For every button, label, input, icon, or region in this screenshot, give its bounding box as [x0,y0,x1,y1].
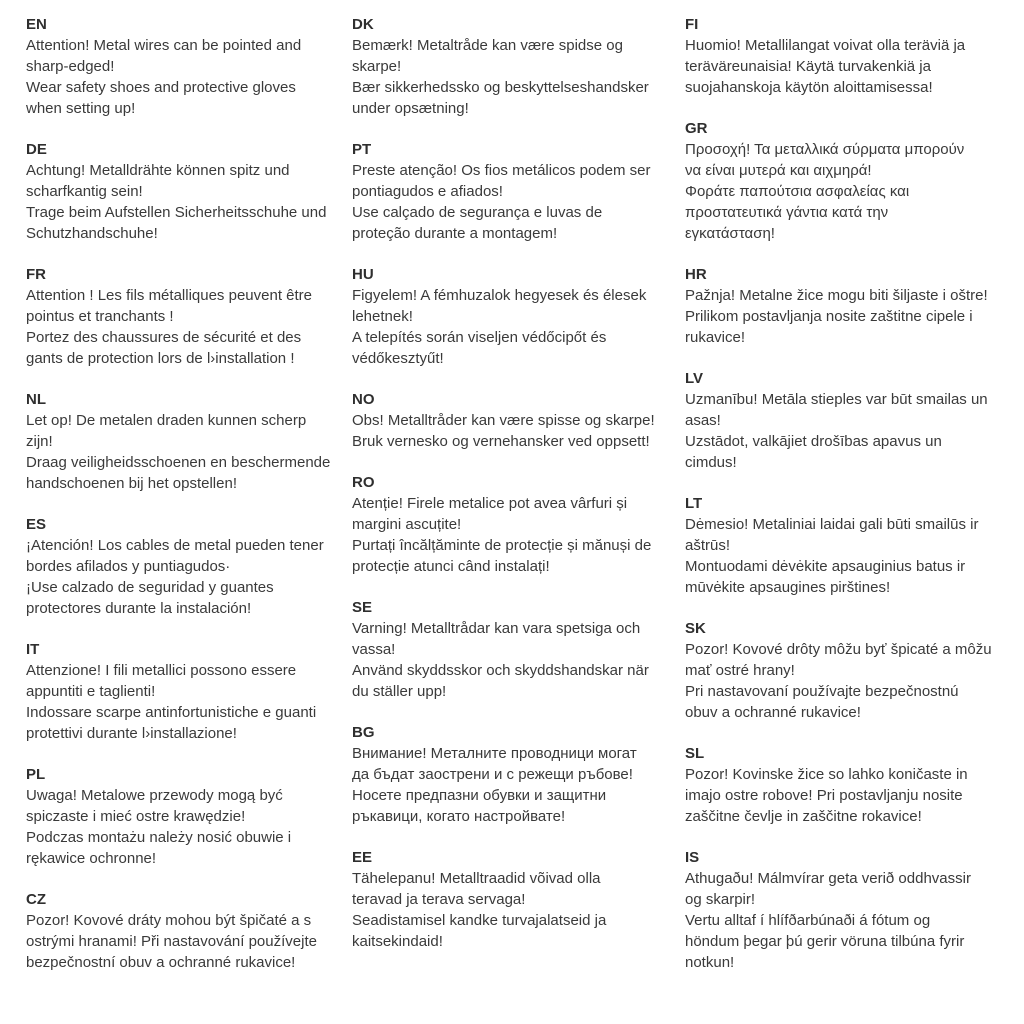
warning-section-NO [352,389,685,452]
warning-text-line: teravad ja terava servaga! [352,891,526,908]
warning-text-line: Носете предпазни обувки и защитни [352,787,607,804]
warning-text-line: védőkesztyűt! [352,350,444,367]
warning-text-line: lehetnek! [352,308,413,325]
warning-text-line: Pozor! Kovové drôty môžu byť špicaté a môžu [685,641,992,658]
warning-text-line: Use calçado de segurança e luvas de [352,204,603,221]
warning-text-line: Wear safety shoes and protective gloves [26,79,296,96]
language-code-label: EE [352,849,373,866]
warning-section-SL [685,743,1010,827]
warning-text-line: spiczaste i mieć ostre krawędzie! [26,808,246,825]
warning-text-line: ¡Use calzado de seguridad y guantes [26,579,274,596]
language-code-label: CZ [26,891,46,908]
warning-section-EN [26,14,352,119]
warning-text-line: du ställer upp! [352,683,447,700]
warning-text-line: margini ascuțite! [352,516,462,533]
warning-text-line: ръкавици, когато настройвате! [352,808,566,825]
warning-text-line: Montuodami dėvėkite apsauginius batus ir [685,558,966,575]
language-code-label: NO [352,391,375,408]
warning-text-line: bordes afilados y puntiagudos· [26,558,231,575]
warning-text-line: asas! [685,412,721,429]
warning-text-line: Atenție! Firele metalice pot avea vârfuri și [352,495,628,512]
language-code-label: BG [352,724,375,741]
warning-text-line: Pozor! Kovové dráty mohou být špičaté a s [26,912,312,929]
warning-text-line: Preste atenção! Os fios metálicos podem ser [352,162,651,179]
warning-text-line: mať ostré hrany! [685,662,795,679]
language-code-label: GR [685,120,708,137]
warning-text-line: scharfkantig sein! [26,183,143,200]
language-code-label: EN [26,16,47,33]
language-code-label: FI [685,16,699,33]
warning-text-line: Obs! Metalltråder kan være spisse og skarpe! [352,412,655,429]
warning-section-LT [685,493,1010,598]
warning-text-line: Vertu alltaf í hlífðarbúnaði á fótum og [685,912,931,929]
warning-text-line: höndum þegar þú gerir vöruna tilbúna fyrir [685,933,965,950]
warning-text-line: Pozor! Kovinske žice so lahko koničaste in [685,766,968,783]
warning-text-line: Prilikom postavljanja nosite zaštitne cipele i [685,308,973,325]
warning-text-line: cimdus! [685,454,737,471]
warning-text-line: ¡Atención! Los cables de metal pueden tener [26,537,324,554]
warning-text-line: Tähelepanu! Metalltraadid võivad olla [352,870,601,887]
warning-text-line: sharp-edged! [26,58,115,75]
language-code-label: SE [352,599,373,616]
warning-section-SE [352,597,685,702]
warning-text-line: Uwaga! Metalowe przewody mogą być [26,787,283,804]
warning-text-line: protectores durante la instalación! [26,600,252,617]
warning-text-line: да бъдат заострени и с режещи ръбове! [352,766,633,783]
language-code-label: DE [26,141,47,158]
warning-text-line: Pažnja! Metalne žice mogu biti šiljaste i oštre! [685,287,988,304]
warning-text-line: Draag veiligheidsschoenen en beschermende [26,454,331,471]
warning-section-PL [26,764,352,869]
warning-section-SK [685,618,1010,723]
warning-text-line: handschoenen bij het opstellen! [26,475,237,492]
warning-section-FI [685,14,1010,98]
warning-text-line: Внимание! Металните проводници могат [352,745,637,762]
warning-text-line: kaitsekindaid! [352,933,443,950]
warning-text-line: obuv a ochranné rukavice! [685,704,861,721]
warning-section-EE [352,847,685,952]
language-code-label: LT [685,495,703,512]
language-code-label: HR [685,266,707,283]
warning-section-LV [685,368,1010,473]
warning-section-IS [685,847,1010,973]
warning-text-line: rukavice! [685,329,746,346]
warning-text-line: A telepítés során viseljen védőcipőt és [352,329,607,346]
warning-text-line: Bemærk! Metaltråde kan være spidse og [352,37,623,54]
warning-text-line: Portez des chaussures de sécurité et des [26,329,302,346]
warning-section-NL [26,389,352,494]
warning-text-line: Uzmanību! Metāla stieples var būt smailas un [685,391,988,408]
warning-section-DK [352,14,685,119]
language-code-label: PL [26,766,46,783]
warning-text-line: Indossare scarpe antinfortunistiche e guanti [26,704,317,721]
warning-text-line: Let op! De metalen draden kunnen scherp [26,412,307,429]
warning-text-line: Figyelem! A fémhuzalok hegyesek és élesek [352,287,647,304]
language-code-label: IT [26,641,40,658]
language-code-label: ES [26,516,47,533]
warning-text-line: Athugaðu! Málmvírar geta verið oddhvassir [685,870,971,887]
warning-text-line: suojahanskoja käytön aloittamisessa! [685,79,933,96]
warning-section-PT [352,139,685,244]
column-1 [26,14,352,993]
language-code-label: RO [352,474,375,491]
language-code-label: DK [352,16,374,33]
warning-text-line: under opsætning! [352,100,469,117]
warning-text-line: when setting up! [26,100,136,117]
warning-text-line: Attention! Metal wires can be pointed and [26,37,302,54]
warning-text-line: Uzstādot, valkājiet drošības apavus un [685,433,942,450]
warning-text-line: εγκατάσταση! [685,225,775,242]
warning-text-line: Προσοχή! Τα μεταλλικά σύρματα μπορούν [685,141,965,158]
warning-text-line: protecție atunci când instalați! [352,558,550,575]
language-code-label: FR [26,266,46,283]
warning-text-line: Seadistamisel kandke turvajalatseid ja [352,912,607,929]
warning-text-line: teräväreunaisia! Käytä turvakenkiä ja [685,58,931,75]
warning-text-line: Achtung! Metalldrähte können spitz und [26,162,290,179]
warning-section-DE [26,139,352,244]
warning-section-FR [26,264,352,369]
warning-section-HU [352,264,685,369]
warning-text-line: Podczas montażu należy nosić obuwie i [26,829,292,846]
warning-section-BG [352,722,685,827]
warning-text-line: προστατευτικά γάντια κατά την [685,204,889,221]
warning-text-line: notkun! [685,954,735,971]
warning-text-line: ostrými hranami! Při nastavování používejte [26,933,317,950]
warning-text-line: Pri nastavovaní používajte bezpečnostnú [685,683,959,700]
warning-text-line: vassa! [352,641,396,658]
warning-text-line: Varning! Metalltrådar kan vara spetsiga och [352,620,641,637]
warning-text-line: mūvėkite apsaugines pirštines! [685,579,891,596]
language-code-label: SL [685,745,705,762]
warning-text-line: protettivi durante l›installazione! [26,725,237,742]
warning-section-RO [352,472,685,577]
column-3 [685,14,1010,993]
warning-text-line: skarpe! [352,58,402,75]
warning-text-line: Bruk vernesko og vernehansker ved oppsett! [352,433,650,450]
warning-text-line: pointus et tranchants ! [26,308,174,325]
warning-text-line: Huomio! Metallilangat voivat olla teräviä ja [685,37,966,54]
language-code-label: PT [352,141,372,158]
warning-text-line: Purtați încălțăminte de protecție și mănuși de [352,537,652,554]
warning-text-line: aštrūs! [685,537,731,554]
warning-text-line: appuntiti e taglienti! [26,683,156,700]
language-code-label: NL [26,391,46,408]
language-code-label: HU [352,266,374,283]
warning-text-line: να είναι μυτερά και αιχμηρά! [685,162,872,179]
warning-text-line: bezpečnostní obuv a ochranné rukavice! [26,954,296,971]
warning-text-line: proteção durante a montagem! [352,225,558,242]
warning-text-line: Dėmesio! Metaliniai laidai gali būti smailūs ir [685,516,979,533]
warning-text-line: Bær sikkerhedssko og beskyttelseshandsker [352,79,649,96]
warning-text-line: Schutzhandschuhe! [26,225,158,242]
warning-section-HR [685,264,1010,348]
language-code-label: IS [685,849,700,866]
warning-text-line: Attention ! Les fils métalliques peuvent être [26,287,312,304]
warning-section-ES [26,514,352,619]
warning-section-IT [26,639,352,744]
warning-text-line: og skarpir! [685,891,756,908]
warning-text-line: zijn! [26,433,53,450]
language-code-label: SK [685,620,706,637]
warning-text-line: imajo ostre robove! Pri postavljanju nosite [685,787,963,804]
warning-section-CZ [26,889,352,973]
warning-section-GR [685,118,1010,244]
warning-text-line: rękawice ochronne! [26,850,157,867]
column-2 [352,14,685,993]
warning-text-line: zaščitne čevlje in zaščitne rokavice! [685,808,922,825]
warning-text-line: gants de protection lors de l›installation ! [26,350,295,367]
warning-text-line: Använd skyddsskor och skyddshandskar när [352,662,649,679]
warning-text-line: Trage beim Aufstellen Sicherheitsschuhe und [26,204,327,221]
warning-text-line: Φοράτε παπούτσια ασφαλείας και [685,183,910,200]
language-code-label: LV [685,370,704,387]
warning-text-line: Attenzione! I fili metallici possono essere [26,662,297,679]
warning-text-line: pontiagudos e afiados! [352,183,503,200]
